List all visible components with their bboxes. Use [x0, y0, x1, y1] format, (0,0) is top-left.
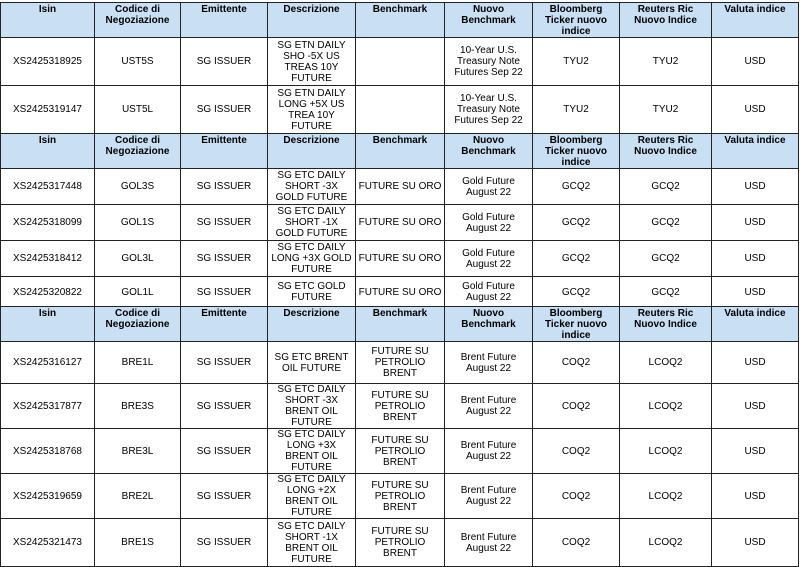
- col-header-benchmark: Benchmark: [356, 134, 445, 169]
- code-cell: UST5S: [95, 38, 181, 86]
- table-row: [1, 429, 799, 474]
- issuer-cell: SG ISSUER: [181, 342, 268, 384]
- reuters-cell: GCQ2: [620, 169, 712, 205]
- col-header-benchmark: Benchmark: [356, 307, 445, 342]
- issuer-cell: SG ISSUER: [181, 205, 268, 241]
- isin-cell: XS2425318925: [1, 38, 95, 86]
- bloomberg-cell: GCQ2: [533, 241, 620, 277]
- issuer-cell: SG ISSUER: [181, 241, 268, 277]
- isin-cell: XS2425316127: [1, 342, 95, 384]
- benchmark-cell: FUTURE SU PETROLIO BRENT: [356, 519, 445, 567]
- description-cell: SG ETC DAILY SHORT -3X BRENT OIL FUTURE: [268, 384, 356, 429]
- table-row: [1, 241, 799, 277]
- code-cell: BRE1S: [95, 519, 181, 567]
- table-row: [1, 38, 799, 86]
- header-row: [1, 134, 799, 169]
- code-cell: BRE3L: [95, 429, 181, 474]
- reuters-cell: GCQ2: [620, 277, 712, 308]
- table-row: [1, 519, 799, 567]
- col-header-new-benchmark: Nuovo Benchmark: [445, 307, 533, 342]
- issuer-cell: SG ISSUER: [181, 277, 268, 308]
- new-benchmark-cell: Gold Future August 22: [445, 277, 533, 308]
- col-header-isin: Isin: [1, 307, 95, 342]
- bloomberg-cell: GCQ2: [533, 169, 620, 205]
- benchmark-cell: [356, 38, 445, 86]
- bloomberg-cell: TYU2: [533, 38, 620, 86]
- currency-cell: USD: [712, 86, 799, 134]
- table-row: [1, 277, 799, 308]
- col-header-reuters: Reuters Ric Nuovo Indice: [620, 3, 712, 38]
- code-cell: GOL1S: [95, 205, 181, 241]
- benchmark-cell: FUTURE SU ORO: [356, 205, 445, 241]
- description-cell: SG ETC DAILY SHORT -1X GOLD FUTURE: [268, 205, 356, 241]
- benchmark-cell: FUTURE SU PETROLIO BRENT: [356, 384, 445, 429]
- bloomberg-cell: GCQ2: [533, 205, 620, 241]
- col-header-code: Codice di Negoziazione: [95, 3, 181, 38]
- description-cell: SG ETN DAILY SHO -5X US TREAS 10Y FUTURE: [268, 38, 356, 86]
- description-cell: SG ETC DAILY LONG +2X BRENT OIL FUTURE: [268, 474, 356, 519]
- table-row: [1, 342, 799, 384]
- col-header-reuters: Reuters Ric Nuovo Indice: [620, 134, 712, 169]
- issuer-cell: SG ISSUER: [181, 384, 268, 429]
- reuters-cell: GCQ2: [620, 241, 712, 277]
- isin-cell: XS2425320822: [1, 277, 95, 308]
- table-row: [1, 474, 799, 519]
- col-header-description: Descrizione: [268, 3, 356, 38]
- new-benchmark-cell: Brent Future August 22: [445, 519, 533, 567]
- code-cell: GOL1L: [95, 277, 181, 308]
- benchmark-cell: FUTURE SU PETROLIO BRENT: [356, 474, 445, 519]
- table-row: [1, 86, 799, 134]
- col-header-new-benchmark: Nuovo Benchmark: [445, 3, 533, 38]
- issuer-cell: SG ISSUER: [181, 519, 268, 567]
- currency-cell: USD: [712, 474, 799, 519]
- col-header-code: Codice di Negoziazione: [95, 307, 181, 342]
- bloomberg-cell: GCQ2: [533, 277, 620, 308]
- table-row: [1, 384, 799, 429]
- issuer-cell: SG ISSUER: [181, 169, 268, 205]
- treasury-table: [0, 2, 799, 134]
- new-benchmark-cell: Gold Future August 22: [445, 241, 533, 277]
- col-header-isin: Isin: [1, 3, 95, 38]
- bloomberg-cell: COQ2: [533, 384, 620, 429]
- currency-cell: USD: [712, 169, 799, 205]
- benchmark-cell: [356, 86, 445, 134]
- col-header-new-benchmark: Nuovo Benchmark: [445, 134, 533, 169]
- code-cell: GOL3L: [95, 241, 181, 277]
- col-header-bloomberg: Bloomberg Ticker nuovo indice: [533, 3, 620, 38]
- isin-cell: XS2425317877: [1, 384, 95, 429]
- col-header-reuters: Reuters Ric Nuovo Indice: [620, 307, 712, 342]
- isin-cell: XS2425319659: [1, 474, 95, 519]
- col-header-description: Descrizione: [268, 134, 356, 169]
- col-header-bloomberg: Bloomberg Ticker nuovo indice: [533, 307, 620, 342]
- reuters-cell: GCQ2: [620, 205, 712, 241]
- new-benchmark-cell: Brent Future August 22: [445, 429, 533, 474]
- currency-cell: USD: [712, 342, 799, 384]
- issuer-cell: SG ISSUER: [181, 86, 268, 134]
- description-cell: SG ETC DAILY LONG +3X GOLD FUTURE: [268, 241, 356, 277]
- issuer-cell: SG ISSUER: [181, 474, 268, 519]
- reuters-cell: LCOQ2: [620, 429, 712, 474]
- currency-cell: USD: [712, 38, 799, 86]
- new-benchmark-cell: Brent Future August 22: [445, 384, 533, 429]
- reuters-cell: LCOQ2: [620, 384, 712, 429]
- isin-cell: XS2425321473: [1, 519, 95, 567]
- bloomberg-cell: COQ2: [533, 429, 620, 474]
- col-header-isin: Isin: [1, 134, 95, 169]
- description-cell: SG ETN DAILY LONG +5X US TREA 10Y FUTURE: [268, 86, 356, 134]
- issuer-cell: SG ISSUER: [181, 429, 268, 474]
- col-header-description: Descrizione: [268, 307, 356, 342]
- benchmark-cell: FUTURE SU PETROLIO BRENT: [356, 429, 445, 474]
- col-header-issuer: Emittente: [181, 3, 268, 38]
- col-header-issuer: Emittente: [181, 307, 268, 342]
- benchmark-cell: FUTURE SU PETROLIO BRENT: [356, 342, 445, 384]
- code-cell: UST5L: [95, 86, 181, 134]
- currency-cell: USD: [712, 241, 799, 277]
- code-cell: GOL3S: [95, 169, 181, 205]
- new-benchmark-cell: 10-Year U.S. Treasury Note Futures Sep 22: [445, 38, 533, 86]
- code-cell: BRE2L: [95, 474, 181, 519]
- bloomberg-cell: TYU2: [533, 86, 620, 134]
- col-header-benchmark: Benchmark: [356, 3, 445, 38]
- description-cell: SG ETC DAILY SHORT -3X GOLD FUTURE: [268, 169, 356, 205]
- isin-cell: XS2425319147: [1, 86, 95, 134]
- table-row: [1, 205, 799, 241]
- col-header-currency: Valuta indice: [712, 3, 799, 38]
- isin-cell: XS2425317448: [1, 169, 95, 205]
- bloomberg-cell: COQ2: [533, 342, 620, 384]
- currency-cell: USD: [712, 519, 799, 567]
- new-benchmark-cell: 10-Year U.S. Treasury Note Futures Sep 22: [445, 86, 533, 134]
- code-cell: BRE3S: [95, 384, 181, 429]
- reuters-cell: TYU2: [620, 86, 712, 134]
- reuters-cell: LCOQ2: [620, 519, 712, 567]
- benchmark-cell: FUTURE SU ORO: [356, 241, 445, 277]
- gold-table: [0, 133, 799, 308]
- table-row: [1, 169, 799, 205]
- bloomberg-cell: COQ2: [533, 474, 620, 519]
- col-header-currency: Valuta indice: [712, 134, 799, 169]
- currency-cell: USD: [712, 277, 799, 308]
- code-cell: BRE1L: [95, 342, 181, 384]
- currency-cell: USD: [712, 384, 799, 429]
- benchmark-cell: FUTURE SU ORO: [356, 277, 445, 308]
- currency-cell: USD: [712, 429, 799, 474]
- description-cell: SG ETC DAILY LONG +3X BRENT OIL FUTURE: [268, 429, 356, 474]
- col-header-code: Codice di Negoziazione: [95, 134, 181, 169]
- bloomberg-cell: COQ2: [533, 519, 620, 567]
- benchmark-cell: FUTURE SU ORO: [356, 169, 445, 205]
- new-benchmark-cell: Brent Future August 22: [445, 474, 533, 519]
- col-header-bloomberg: Bloomberg Ticker nuovo indice: [533, 134, 620, 169]
- new-benchmark-cell: Gold Future August 22: [445, 205, 533, 241]
- new-benchmark-cell: Brent Future August 22: [445, 342, 533, 384]
- issuer-cell: SG ISSUER: [181, 38, 268, 86]
- brent-table: [0, 306, 799, 567]
- isin-cell: XS2425318099: [1, 205, 95, 241]
- isin-cell: XS2425318412: [1, 241, 95, 277]
- reuters-cell: LCOQ2: [620, 474, 712, 519]
- header-row: [1, 3, 799, 38]
- new-benchmark-cell: Gold Future August 22: [445, 169, 533, 205]
- isin-cell: XS2425318768: [1, 429, 95, 474]
- description-cell: SG ETC DAILY SHORT -1X BRENT OIL FUTURE: [268, 519, 356, 567]
- currency-cell: USD: [712, 205, 799, 241]
- header-row: [1, 307, 799, 342]
- col-header-currency: Valuta indice: [712, 307, 799, 342]
- description-cell: SG ETC BRENT OIL FUTURE: [268, 342, 356, 384]
- description-cell: SG ETC GOLD FUTURE: [268, 277, 356, 308]
- reuters-cell: TYU2: [620, 38, 712, 86]
- reuters-cell: LCOQ2: [620, 342, 712, 384]
- col-header-issuer: Emittente: [181, 134, 268, 169]
